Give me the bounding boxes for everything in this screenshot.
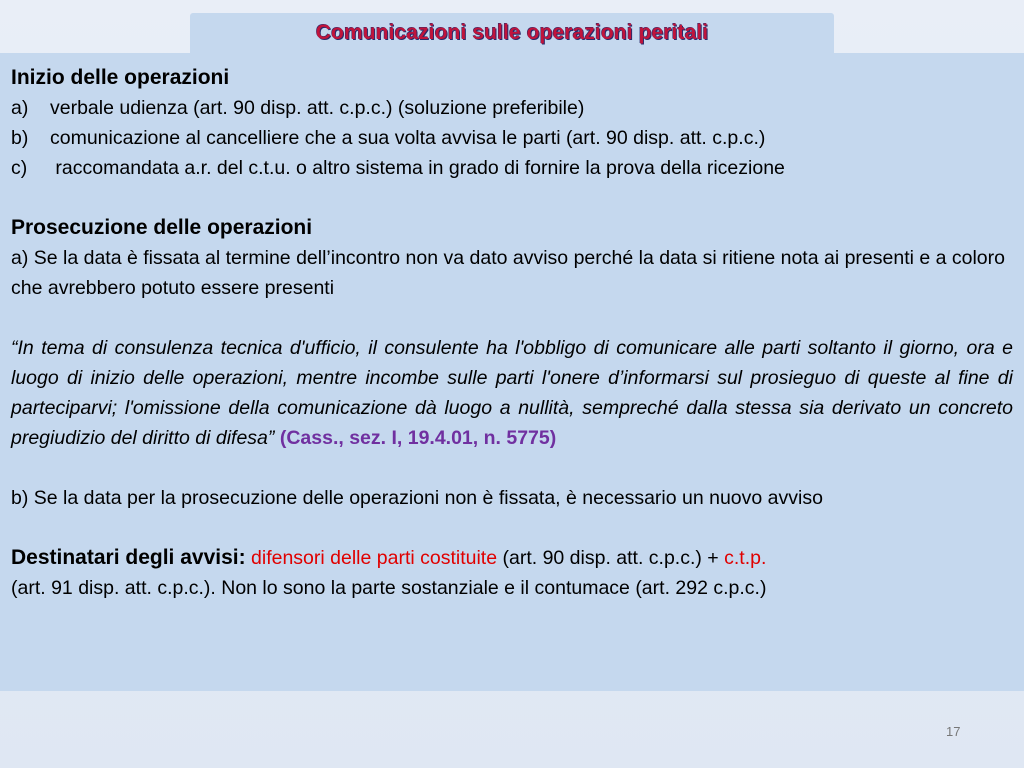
content-panel [0, 53, 1024, 691]
recipients-paragraph [11, 543, 1013, 603]
list-marker: a) [11, 97, 29, 119]
recipients-highlight-2: c.t.p. [724, 547, 767, 569]
spacer [11, 183, 1013, 213]
list-item-text: comunicazione al cancelliere che a sua volta avvisa le parti (art. 90 disp. att. c.p.c.) [50, 127, 766, 149]
case-law-quote: “In tema di consulenza tecnica d'ufficio, il consulente ha l'obbligo di comunicare alle parti soltanto il giorno, ora e luogo di inizio delle operazioni, mentre incombe sulle parti l'onere d’informarsi sul prosieguo di queste al fine di parteciparvi; l'omissione della comunicazione dà luogo a nullità, sempreché dalla stessa sia derivato un concreto pregiudizio del diritto di difesa” [11, 337, 1013, 449]
case-citation: (Cass., sez. I, 19.4.01, n. 5775) [279, 427, 557, 449]
spacer [11, 513, 1013, 543]
list-item [11, 93, 1013, 123]
recipients-highlight-1: difensori delle parti costituite [251, 547, 498, 569]
page-number: 17 [946, 724, 961, 739]
list-item [11, 153, 1013, 183]
list-marker: b) [11, 127, 29, 149]
spacer [11, 453, 1013, 483]
list-item [11, 123, 1013, 153]
spacer [11, 303, 1013, 333]
list-marker: c) [11, 157, 28, 179]
recipients-text-1: (art. 90 disp. att. c.p.c.) + [497, 547, 725, 569]
section-heading-inizio: Inizio delle operazioni [11, 66, 230, 89]
paragraph-a: a) Se la data è fissata al termine dell’incontro non va dato avviso perché la data si ritiene nota ai presenti e a coloro che avrebbero potuto essere presenti [11, 247, 1005, 299]
section-heading-prosecuzione: Prosecuzione delle operazioni [11, 216, 313, 239]
title-tab [190, 13, 834, 53]
slide-title: Comunicazioni sulle operazioni peritali [315, 21, 709, 44]
list-item-text: raccomandata a.r. del c.t.u. o altro sistema in grado di fornire la prova della ricezione [50, 157, 785, 179]
quote-paragraph [11, 333, 1013, 453]
section-heading-destinatari: Destinatari degli avvisi: [11, 546, 246, 569]
paragraph-b: b) Se la data per la prosecuzione delle operazioni non è fissata, è necessario un nuovo avviso [11, 487, 823, 509]
list-item-text: verbale udienza (art. 90 disp. att. c.p.c.) (soluzione preferibile) [50, 97, 585, 119]
recipients-text-2: (art. 91 disp. att. c.p.c.). Non lo sono la parte sostanziale e il contumace (art. 292 c.p.c.) [11, 577, 767, 599]
